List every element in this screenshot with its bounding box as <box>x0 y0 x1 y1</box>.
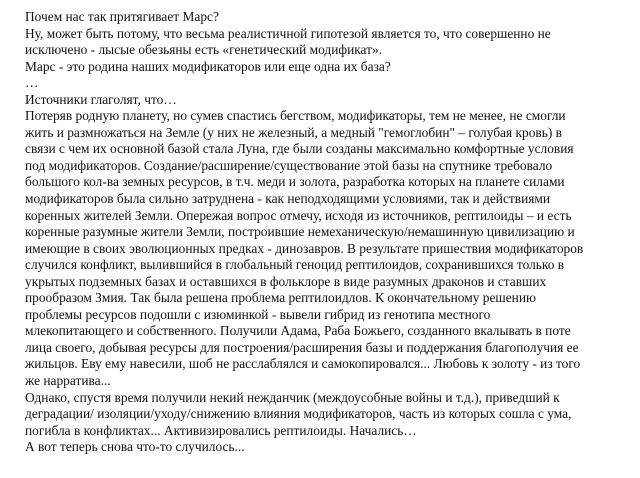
text-line: А вот теперь снова что-то случилось... <box>25 439 245 455</box>
text-line: коренных жителей Земли. Опережая вопрос отмечу, исходя из источников, рептилоиды – и есть <box>25 207 572 223</box>
text-line: укрытых подземных базах и оставшихся в фольклоре в виде разумных драконов и ставших <box>25 273 547 289</box>
text-line: связи с чем их основной базой стала Луна, где были созданы максимально комфортные условия <box>25 141 574 157</box>
text-line: погибла в конфликтах... Активизировались рептилоиды. Начались… <box>25 422 417 438</box>
text-line: жильцов. Еву ему навесили, шоб не расслаблялся и самокопировался... Любовь к золоту - из того <box>25 356 581 372</box>
text-line: модификаторов была сильно затруднена - как неподходящими условиями, так и действиями <box>25 191 551 207</box>
text-line: коренные разумные жители Земли, построившие немеханическую/немашинную цивилизацию и <box>25 224 575 240</box>
text-line: Источники глаголят, что… <box>25 91 177 107</box>
text-line: деградации/ изоляции/уходу/снижению влияния модификаторов, часть из которых сошла с ума, <box>25 406 572 422</box>
text-line: Потеряв родную планету, но сумев спастись бегством, модификаторы, тем не менее, не смогли <box>25 108 566 124</box>
text-line: проблемы ресурсов подошли с изюминкой - вывели гибрид из генотипа местного <box>25 306 491 322</box>
text-line: лица своего, добывая ресурсы для построения/расширения базы и поддержания благополучия ее <box>25 339 579 355</box>
text-line: … <box>25 75 39 91</box>
text-line: исключено - лысые обезьяны есть «генетический модификат». <box>25 42 383 58</box>
text-line: прообразом Змия. Так была решена проблема рептилоидлов. К окончательному решению <box>25 290 536 306</box>
text-line: имеющие в своих эволюционных предках - динозавров. В результате пришествия модификаторов <box>25 240 584 256</box>
text-line: Почем нас так притягивает Марс? <box>25 9 219 24</box>
text-line: жить и размножаться на Земле (у них не железный, а медный "гемоглобин" – голубая кровь) в <box>25 124 562 140</box>
text-line: случился конфликт, вылившийся в глобальный геноцид рептилоидов, сохранившихся только в <box>25 257 565 273</box>
text-line: же нарратива... <box>25 373 111 389</box>
text-line: Однако, спустя время получили некий нежданчик (междоусобные войны и т.д.), приведший к <box>25 389 560 405</box>
document-text <box>25 9 625 456</box>
text-line: млекопитающего и собственного. Получили Адама, Раба Божьего, созданного вкалывать в поте <box>25 323 571 339</box>
text-line: Ну, может быть потому, что весьма реалистичной гипотезой является то, что совершенно не <box>25 25 551 41</box>
text-line: большого кол-ва земных ресурсов, в т.ч. меди и золота, разработка которых на планете силами <box>25 174 565 190</box>
text-line: под модификаторов. Создание/расширение/существование этой базы на спутнике требовало <box>25 157 553 173</box>
text-line: Марс - это родина наших модификаторов или еще одна их база? <box>25 58 391 74</box>
